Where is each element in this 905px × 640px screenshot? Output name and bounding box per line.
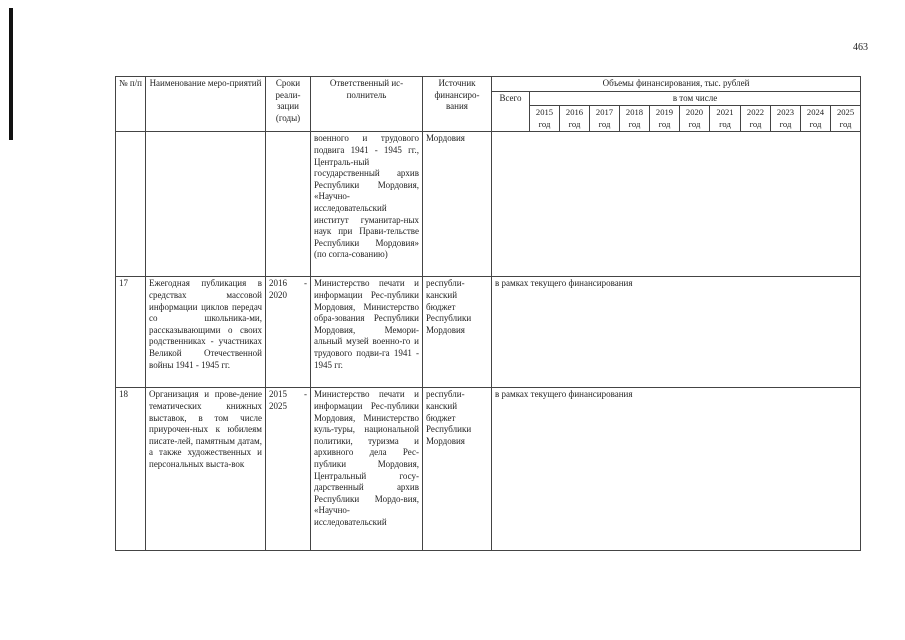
header-total: Всего <box>492 91 530 132</box>
table-row <box>116 132 861 277</box>
cell-term: 2015 - 2025 <box>266 388 311 551</box>
table-row <box>116 277 861 388</box>
year-word: год <box>658 118 671 129</box>
year-value: 2025 <box>836 107 855 118</box>
year-value: 2016 <box>565 107 584 118</box>
cell-funding <box>492 132 861 277</box>
cell-responsible: Министерство печати и информации Рес-публики Мордовия, Министерство обра-зования Республики Мордовия, Мемори-альный музей военно-го и трудового подви-га 1941 - 1945 гг. <box>311 277 423 388</box>
cell-name: Организация и прове-дение тематических книжных выставок, в том числе приурочен-ных к юбилеям писате-лей, памятным датам, а также художественных и персональных выста-вок <box>146 388 266 551</box>
year-value: 2020 <box>685 107 704 118</box>
cell-no: 18 <box>116 388 146 551</box>
year-word: год <box>568 118 581 129</box>
header-year <box>710 106 741 132</box>
header-no: № п/п <box>116 77 146 132</box>
year-value: 2017 <box>595 107 614 118</box>
header-year <box>650 106 680 132</box>
year-value: 2015 <box>535 107 554 118</box>
cell-source: республи-канский бюджет Республики Мордовия <box>423 388 492 551</box>
cell-funding: в рамках текущего финансирования <box>492 388 861 551</box>
cell-term: 2016 - 2020 <box>266 277 311 388</box>
program-table <box>115 76 861 551</box>
header-year <box>741 106 771 132</box>
cell-term <box>266 132 311 277</box>
year-word: год <box>809 118 822 129</box>
year-value: 2019 <box>655 107 674 118</box>
year-word: год <box>628 118 641 129</box>
cell-source: республи-канский бюджет Республики Мордовия <box>423 277 492 388</box>
cell-name: Ежегодная публикация в средствах массовой информации циклов передач со школьника-ми, рассказывающими о своих родственниках - участниках Великой Отечественной войны 1941 - 1945 гг. <box>146 277 266 388</box>
header-responsible: Ответственный ис-полнитель <box>311 77 423 132</box>
year-value: 2023 <box>776 107 795 118</box>
cell-responsible: Министерство печати и информации Рес-публики Мордовия, Министерство куль-туры, национальной политики, туризма и архивного дела Рес-публики Мордовия, Центральный госу-дарственный архив Республики Мордо-вия, «Научно-исследовательский <box>311 388 423 551</box>
cell-name <box>146 132 266 277</box>
header-year <box>620 106 650 132</box>
year-word: год <box>779 118 792 129</box>
header-year <box>530 106 560 132</box>
year-value: 2024 <box>806 107 825 118</box>
year-word: год <box>688 118 701 129</box>
header-name: Наименование меро-приятий <box>146 77 266 132</box>
header-term: Сроки реали-зации (годы) <box>266 77 311 132</box>
header-year <box>680 106 710 132</box>
header-year <box>590 106 620 132</box>
header-year <box>801 106 831 132</box>
year-word: год <box>839 118 852 129</box>
header-year <box>560 106 590 132</box>
year-word: год <box>749 118 762 129</box>
cell-no: 17 <box>116 277 146 388</box>
cell-source: Мордовия <box>423 132 492 277</box>
header-year <box>831 106 861 132</box>
header-year <box>771 106 801 132</box>
cell-no <box>116 132 146 277</box>
header-including: в том числе <box>530 91 861 106</box>
year-word: год <box>538 118 551 129</box>
table-row <box>116 388 861 551</box>
year-value: 2022 <box>746 107 765 118</box>
header-source: Источник финансиро-вания <box>423 77 492 132</box>
cell-responsible: военного и трудового подвига 1941 - 1945 гг., Централь-ный государственный архив Республики Мордовия, «Научно-исследовательский институт гуманитар-ных наук при Прави-тельстве Республики Мордовия» (по согла-сованию) <box>311 132 423 277</box>
table-header <box>116 77 861 132</box>
year-value: 2021 <box>716 107 734 118</box>
scan-margin-bar <box>9 8 13 140</box>
page-number: 463 <box>853 42 868 53</box>
year-value: 2018 <box>625 107 644 118</box>
year-word: год <box>719 118 731 129</box>
year-word: год <box>598 118 611 129</box>
cell-funding: в рамках текущего финансирования <box>492 277 861 388</box>
header-funding: Объемы финансирования, тыс. рублей <box>492 77 861 92</box>
